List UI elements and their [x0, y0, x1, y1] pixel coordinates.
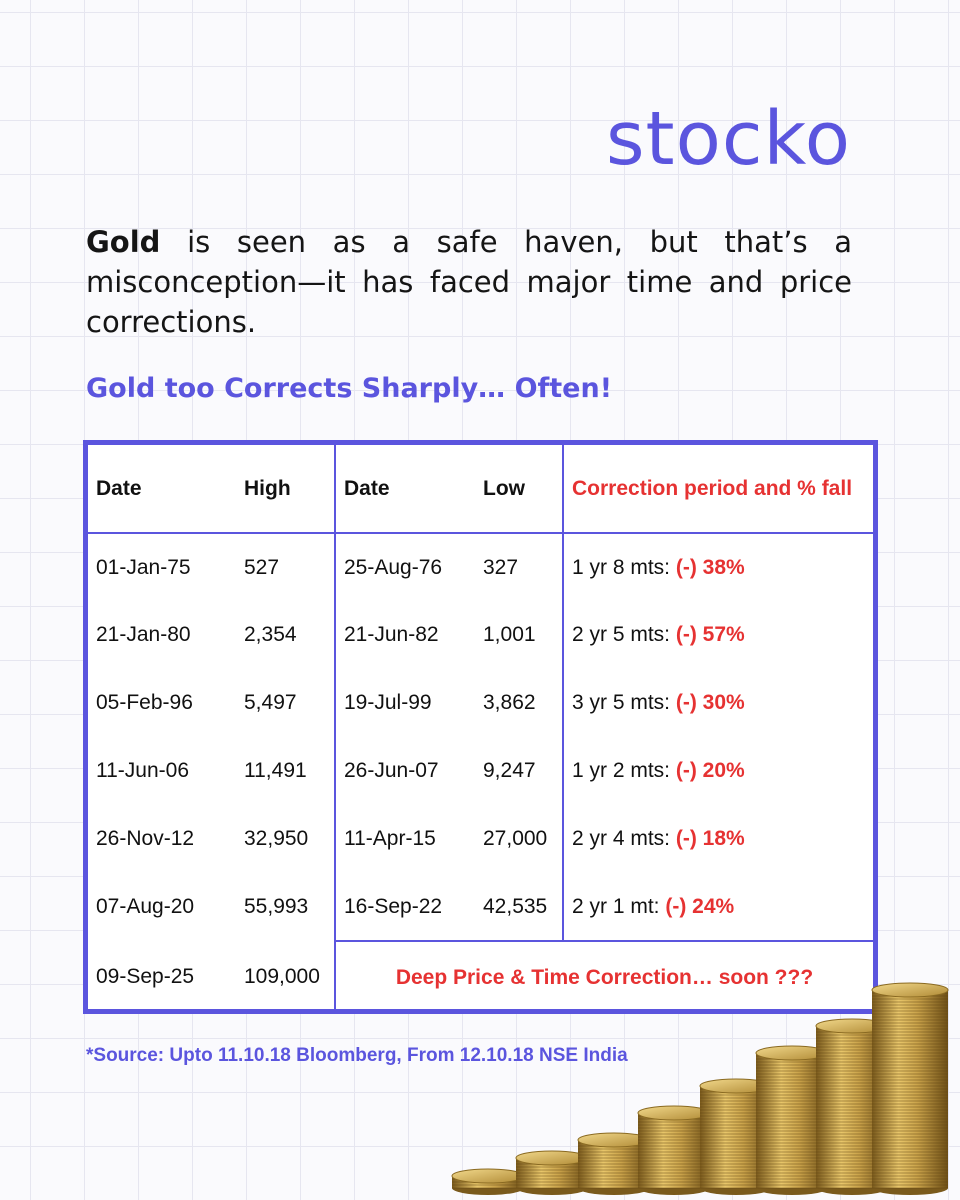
low-cell: 3,862	[483, 691, 536, 714]
minus-sign: (-)	[675, 691, 697, 714]
high-cell: 2,354	[244, 623, 297, 646]
gold-coin-stacks-icon	[440, 950, 960, 1200]
correction-cell	[563, 601, 873, 669]
fall-percent: 57%	[696, 623, 745, 646]
low-date-cell: 11-Apr-15	[335, 805, 475, 873]
low-date-cell: 19-Jul-99	[335, 669, 475, 737]
source-note: *Source: Upto 11.10.18 Bloomberg, From 12.10.18 NSE India	[86, 1045, 628, 1066]
period-text: 1 yr 8 mts:	[572, 555, 676, 579]
low-date-cell: 26-Jun-07	[335, 737, 475, 805]
header-high-date: Date	[88, 445, 236, 533]
coin-stack	[516, 1151, 588, 1195]
high-date-cell: 07-Aug-20	[96, 895, 195, 918]
gold-corrections-table-frame	[83, 440, 878, 1014]
correction-cell	[563, 805, 873, 873]
minus-sign: (-)	[675, 555, 697, 579]
high-cell: 32,950	[244, 827, 309, 850]
fall-percent: 20%	[696, 759, 745, 782]
table-row	[88, 737, 873, 805]
intro-rest: is seen as a safe haven, but that’s a misconception—it has faced major time and price corrections.	[86, 225, 852, 339]
period-text: 2 yr 5 mts:	[572, 623, 676, 646]
low-cell: 327	[483, 555, 519, 579]
intro-text	[86, 222, 852, 342]
gold-corrections-table	[88, 445, 873, 1013]
low-cell: 1,001	[483, 623, 536, 646]
coin-stack	[452, 1169, 524, 1195]
minus-sign: (-)	[675, 759, 697, 782]
header-high: High	[236, 445, 335, 533]
high-date-cell: 26-Nov-12	[96, 827, 195, 850]
period-text: 1 yr 2 mts:	[572, 759, 676, 782]
high-cell: 5,497	[244, 691, 297, 714]
fall-percent: 24%	[686, 894, 735, 918]
high-date-cell: 11-Jun-06	[96, 759, 190, 782]
high-cell: 109,000	[244, 965, 320, 988]
high-date-cell: 09-Sep-25	[96, 965, 195, 988]
intro-bold-word: Gold	[86, 225, 161, 259]
correction-cell	[563, 737, 873, 805]
coin-stack	[638, 1106, 710, 1195]
table-row	[88, 601, 873, 669]
table-header-row	[88, 445, 873, 533]
coin-stack	[872, 983, 948, 1195]
correction-warning: Deep Price & Time Correction… soon ???	[335, 941, 873, 1013]
high-cell: 11,491	[244, 759, 307, 782]
table-heading: Gold too Corrects Sharply… Often!	[86, 373, 613, 404]
low-date-cell: 21-Jun-82	[335, 601, 475, 669]
period-text: 2 yr 4 mts:	[572, 827, 676, 850]
correction-cell	[563, 533, 873, 601]
high-date-cell: 05-Feb-96	[96, 691, 193, 714]
minus-sign: (-)	[665, 894, 687, 918]
header-correction: Correction period and % fall	[563, 445, 873, 533]
fall-percent: 18%	[696, 827, 745, 850]
high-date-cell: 21-Jan-80	[96, 623, 191, 646]
table-row	[88, 533, 873, 601]
low-cell: 9,247	[483, 759, 536, 782]
period-text: 3 yr 5 mts:	[572, 691, 676, 714]
low-date-cell: 25-Aug-76	[335, 533, 475, 601]
header-low: Low	[475, 445, 563, 533]
header-low-date: Date	[335, 445, 475, 533]
low-date-cell: 16-Sep-22	[335, 873, 475, 941]
minus-sign: (-)	[675, 827, 697, 850]
period-text: 2 yr 1 mt:	[572, 894, 666, 918]
correction-cell	[563, 873, 873, 941]
high-cell: 527	[244, 555, 280, 579]
table-row	[88, 805, 873, 873]
table-body	[88, 533, 873, 1013]
low-cell: 42,535	[483, 894, 548, 918]
table-row	[88, 873, 873, 941]
high-cell: 55,993	[244, 895, 309, 918]
table-row	[88, 669, 873, 737]
high-date-cell: 01-Jan-75	[96, 555, 191, 579]
low-cell: 27,000	[483, 827, 548, 850]
fall-percent: 30%	[696, 691, 745, 714]
stocko-logo: stocko	[606, 96, 852, 182]
minus-sign: (-)	[675, 623, 697, 646]
correction-cell	[563, 669, 873, 737]
fall-percent: 38%	[696, 555, 745, 579]
